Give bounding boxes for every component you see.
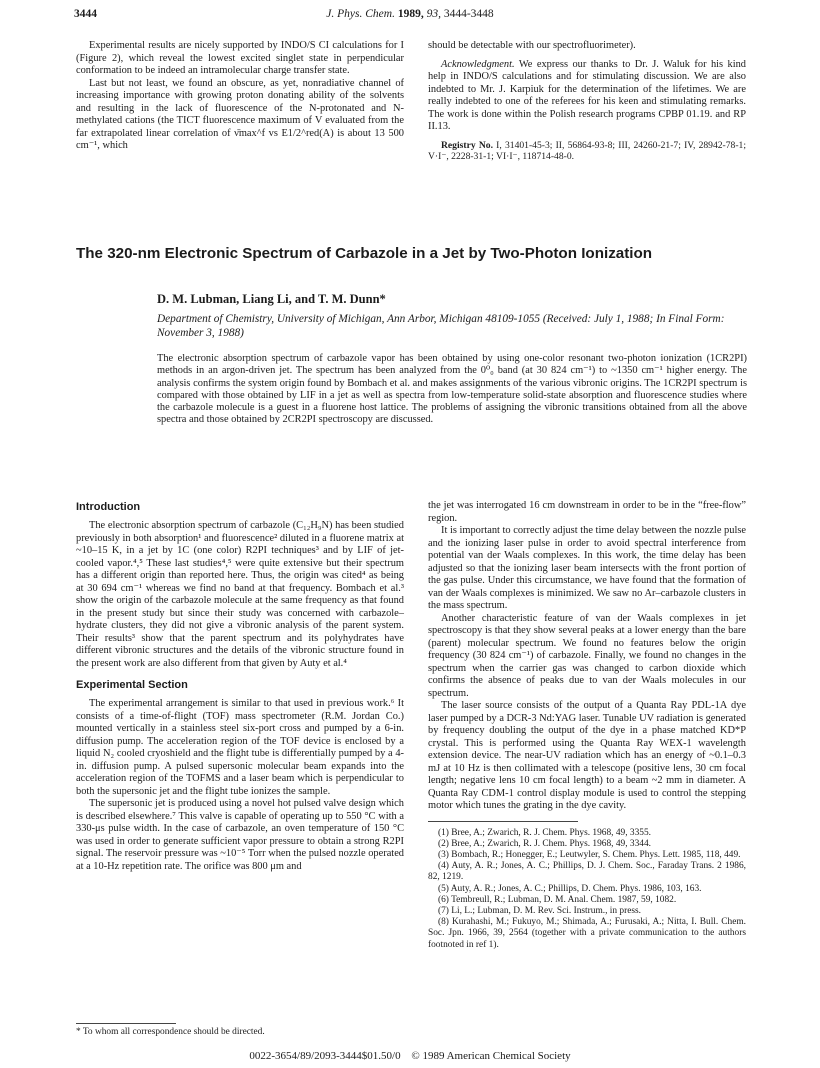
registry-text: I, 31401-45-3; II, 56864-93-8; III, 24260-21-7; IV, 28942-78-1; V·I⁻, 2228-31-1; VI·I⁻, 118714-48-0. [428,139,746,163]
body-paragraph: should be detectable with our spectrofluorimeter). [428,40,636,51]
journal-volume: 93, [426,8,441,20]
references-list [428,828,746,951]
article-code: 0022-3654/89/2093-3444$01.50/0 [249,1050,401,1062]
reference-item: (1) Bree, A.; Zwarich, R. J. Chem. Phys. 1968, 49, 3355. [438,827,652,838]
body-paragraph: It is important to correctly adjust the time delay between the nozzle pulse and the ionizing laser pulse in order to avoid spectral interference from potential van der Waals complexes. In this work, the time delay has been adjusted so that the ionizing laser beam intersects with the front portion of the gas pulse. Under this circumstance, we have found that the formation of van der Waals complexes is minimized. We saw no Ar–carbazole clusters in the mass spectrum. [428,525,746,611]
article-title: The 320-nm Electronic Spectrum of Carbazole in a Jet by Two-Photon Ionization [76,245,653,262]
reference-item: (4) Auty, A. R.; Jones, A. C.; Phillips, D. J. Chem. Soc., Faraday Trans. 2 1986, 82, 1219. [428,861,746,883]
main-left-column [76,500,404,873]
body-paragraph: The electronic absorption spectrum of carbazole (C₁₂H₉N) has been studied previously in both absorption¹ and fluorescence² diluted in a fluorene matrix at ~10–15 K, in a jet by 1C (one color) R2PI techniques³ and by LIF of jet-cooled vapor.⁴,⁵ These last studies⁴,⁵ were quite extensive but their spectrum has a different origin than reported here. Thus, the origin was cited⁴ as being at 30 694 cm⁻¹ whereas we find no band at that frequency. Bombach et al.³ show the origin of the carbazole molecule at the same frequency as that found in the present study but since their study was concerned with carbazole–hydrate clusters, they did not give a vibronic analysis of the parent system. Their results³ show that the parent spectrum and its polyhydrates have different vibronic structures and the details of the vibronic structure found in the present work are also different from that given by Auty et al.⁴ [76,520,404,669]
reference-item: (8) Kurahashi, M.; Fukuyo, M.; Shimada, A.; Furusaki, A.; Nitta, I. Bull. Chem. Soc. Jpn. 1966, 39, 2564 (together with a private communication to the authors footnoted in ref 1). [428,917,746,950]
article-affiliation: Department of Chemistry, University of Michigan, Ann Arbor, Michigan 48109-1055 (Received: July 1, 1988; In Final Form: November 3, 1988) [157,313,725,339]
body-paragraph: The laser source consists of the output of a Quanta Ray PDL-1A dye laser pumped by a DCR-3 Nd:YAG laser. Tunable UV radiation is generated by frequency doubling the output of the dye in a phase matched KD*P crystal. This is performed using the Quanta Ray WEX-1 wavelength extension device. The near-UV radiation which has an energy of ~0.1–0.3 mJ at 10 Hz is then collimated with a telescope (positive lens, 30 cm focal length; negative lens 10 cm focal length) to a beam ~2 mm in diameter. A Quanta Ray CDM-1 control display module is used to control the stepping motor which tunes the grating in the dye cavity. [428,700,746,811]
body-paragraph: the jet was interrogated 16 cm downstream in order to be in the “free-flow” region. [428,500,746,524]
journal-year: 1989, [397,8,424,20]
acknowledgment-label: Acknowledgment. [441,58,515,70]
body-paragraph: Experimental results are nicely supported by INDO/S CI calculations for I (Figure 2), which reveal the lowest excited singlet state in perpendicular conformation to be indeed an intramolecular charge transfer state. [76,40,404,76]
reference-item: (5) Auty, A. R.; Jones, A. C.; Phillips, D. Chem. Phys. 1986, 103, 163. [438,883,702,894]
page-header [74,8,746,26]
body-paragraph: The experimental arrangement is similar to that used in previous work.⁶ It consists of a time-of-flight (TOF) mass spectrometer (R.M. Jordan Co.) mounted vertically in a stainless steel six-port cross and pumped by a 6-in. diffusion pump. The acceleration region of the TOF device is enclosed by a liquid N₂ cooled cryoshield and the flight tube is differentially pumped by a 4-in. diffusion pump. A pulsed supersonic molecular beam expands into the acceleration region of the TOFMS and a laser beam which is perpendicular to both the supersonic jet and the flight tube ionizes the sample. [76,698,404,797]
body-paragraph: Another characteristic feature of van der Waals complexes in jet spectroscopy is that they show several peaks at a lower energy than the bare (parent) molecular spectrum. We found no features below the origin frequency (30 824 cm⁻¹) of carbazole. Finally, we found no changes in the spectrum when the carrier gas was changed to carbon dioxide which confirms the absence of peaks due to van der Waals molecules in our spectrum. [428,612,746,699]
copyright-notice: © 1989 American Chemical Society [411,1050,571,1062]
section-heading-experimental: Experimental Section [76,679,188,691]
reference-item: (6) Tembreull, R.; Lubman, D. M. Anal. Chem. 1987, 59, 1082. [438,894,677,905]
references-divider [428,821,578,822]
journal-name: J. Phys. Chem. [326,8,395,20]
acknowledgment-text: We express our thanks to Dr. J. Waluk for his kind help in INDO/S calculations and for stimulating discussion. We are also indebted to Mr. J. Karpiuk for the determination of the lifetimes. We are really indebted to one of the referees for his keen and stimulating remarks. The work is done within the Polish research programs CPBP 01.19. and RP II.13. [428,58,746,132]
registry-numbers [428,140,746,164]
reference-item: (2) Bree, A.; Zwarich, R. J. Chem. Phys. 1968, 49, 3344. [438,838,652,849]
acknowledgment [428,59,746,134]
reference-item: (7) Li, L.; Lubman, D. M. Rev. Sci. Instrum., in press. [438,905,642,916]
body-paragraph: The supersonic jet is produced using a novel hot pulsed valve design which is described elsewhere.⁷ This valve is capable of operating up to 550 °C with a 330-μs pulse width. In the case of carbazole, an oven temperature of 150 °C was used in order to generate sufficient vapor pressure to obtain a strong R2PI signal. The reservoir pressure was ~10⁻⁵ Torr when the pulsed nozzle operated at a 10-Hz repetition rate. The orifice was 800 μm and [76,798,404,872]
article-authors: D. M. Lubman, Liang Li, and T. M. Dunn* [157,292,386,306]
previous-article-left-column [76,40,404,153]
journal-citation [74,8,746,20]
previous-article-right-column [428,40,746,163]
main-right-column [428,500,746,951]
journal-pages: 3444-3448 [443,8,494,20]
page-number: 3444 [74,8,97,20]
footnote: * To whom all correspondence should be directed. [76,1027,265,1037]
registry-label: Registry No. [441,139,493,151]
body-paragraph: Last but not least, we found an obscure, as yet, nonradiative channel of increasing importance with growing proton donating ability of the solvents and resulting in the lack of fluorescence of the N-protonated and N-methylated cations (the TICT fluorescence maximum of V evaluated from the far extrapolated linear correlation of ν̄max^f vs E1/2^red(A) is about 13 500 cm⁻¹, which [76,77,404,151]
page-footer [0,1050,820,1062]
section-heading-introduction: Introduction [76,501,141,513]
article-abstract: The electronic absorption spectrum of carbazole vapor has been obtained by using one-color resonant two-photon ionization (1CR2PI) methods in an argon-driven jet. The spectrum has been analyzed from the 0⁰₀ band (at 30 824 cm⁻¹) to ~1350 cm⁻¹ higher energy. The analysis confirms the system origin found by Bombach et al. and makes assignments of the various vibronic origins. The 1CR2PI spectrum is compared with those obtained by LIF in a jet as well as spectra from low-temperature solid-state absorption and fluorescence studies where the carbazole molecule is a guest in a fluorene host lattice. The problems of assigning the vibronic transitions obtained from all the above spectra and those obtained by 2CR2PI spectroscopy are discussed. [157,353,747,426]
footnote-divider [76,1023,176,1024]
reference-item: (3) Bombach, R.; Honegger, E.; Leutwyler, S. Chem. Phys. Lett. 1985, 118, 449. [438,849,741,860]
